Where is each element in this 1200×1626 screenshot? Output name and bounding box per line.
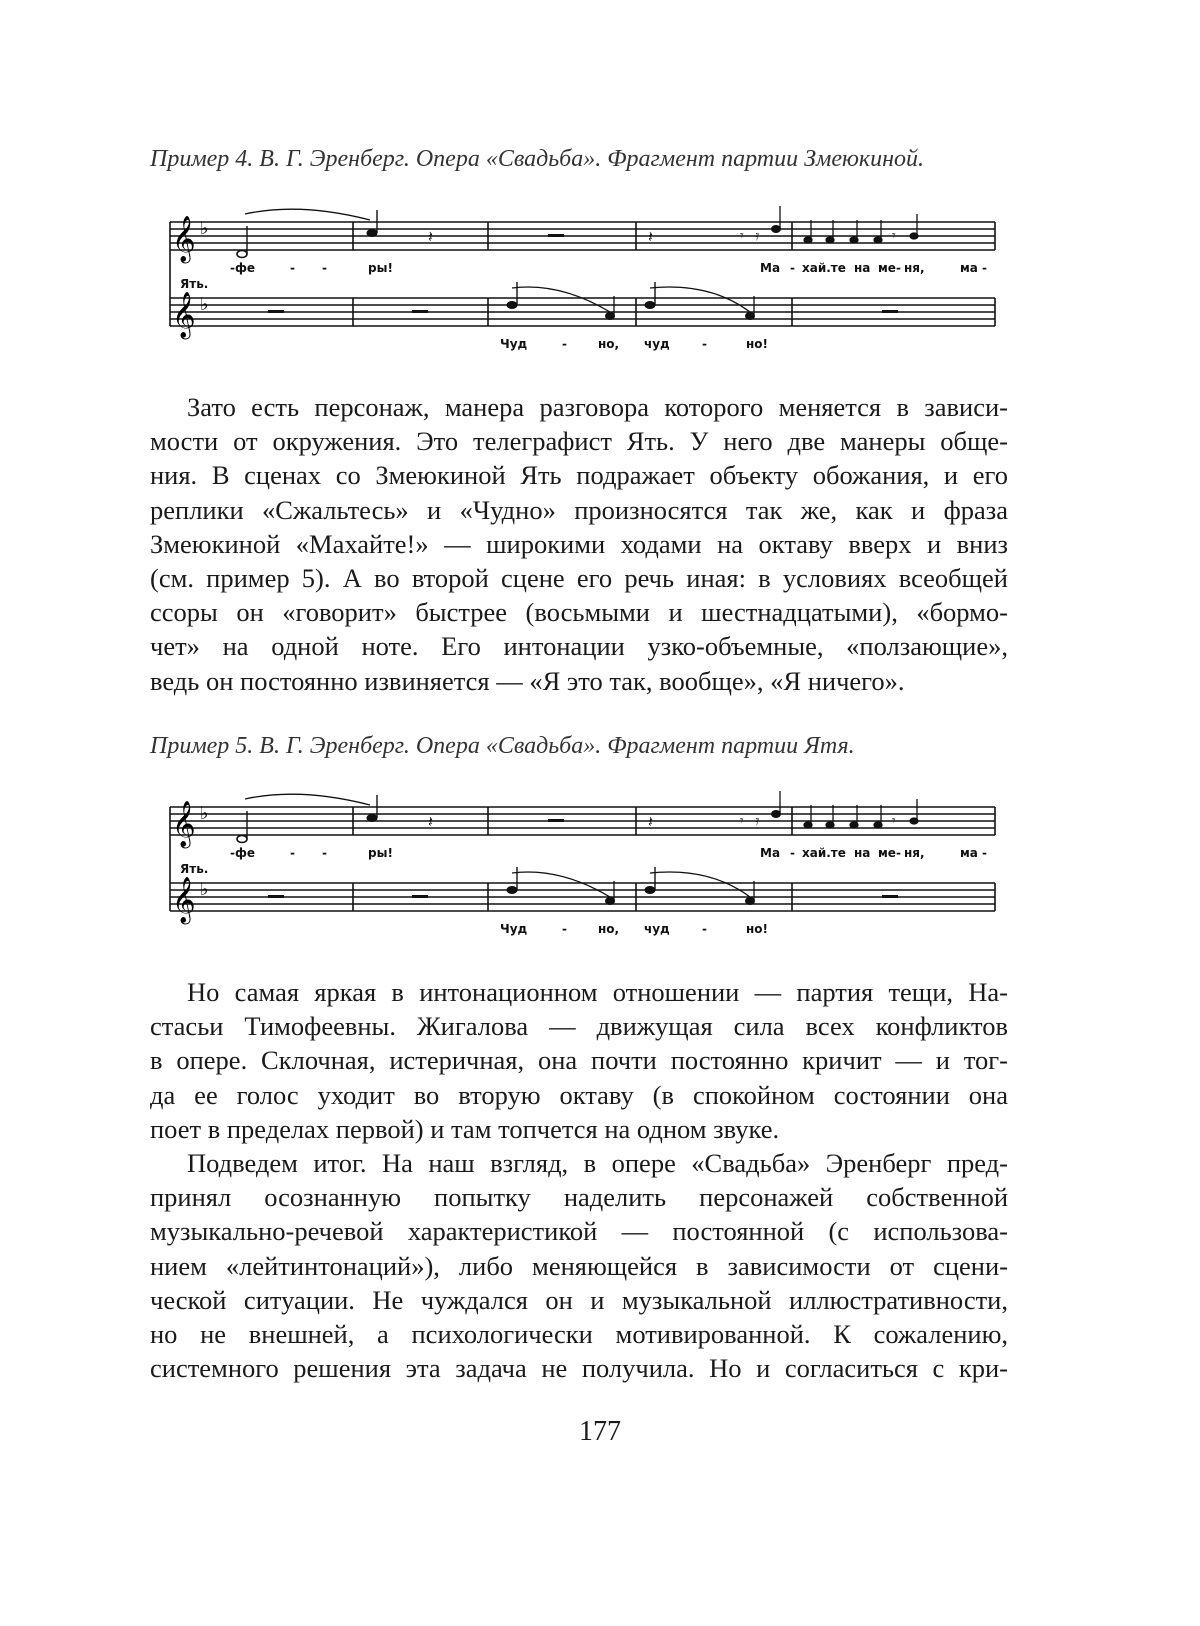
example-5-score — [150, 785, 1010, 970]
book-page — [0, 0, 1200, 1626]
staff-voice-2 — [170, 298, 995, 326]
svg-text:но,: но, — [598, 337, 619, 351]
svg-text:𝄾: 𝄾 — [740, 813, 744, 829]
svg-text:Чуд: Чуд — [500, 337, 528, 351]
svg-text:-фе: -фе — [230, 261, 255, 275]
svg-text:-: - — [896, 846, 901, 860]
svg-text:-: - — [790, 261, 795, 275]
svg-text:-: - — [562, 922, 567, 936]
svg-text:𝄿: 𝄿 — [755, 813, 760, 829]
svg-text:𝄽: 𝄽 — [428, 227, 433, 246]
svg-text:Ма: Ма — [760, 846, 780, 860]
svg-text:хай.те: хай.те — [802, 846, 846, 860]
example-4-caption: Пример 4. В. Г. Эренберг. Опера «Свадьба». Фрагмент партии Змеюкиной. — [150, 146, 1050, 173]
svg-text:на: на — [854, 261, 870, 275]
svg-text:ры!: ры! — [368, 261, 393, 275]
svg-text:хай.те: хай.те — [802, 261, 846, 275]
svg-text:чуд: чуд — [644, 922, 670, 936]
svg-text:ня,: ня, — [904, 261, 925, 275]
example-5-caption: Пример 5. В. Г. Эренберг. Опера «Свадьба». Фрагмент партии Ятя. — [150, 733, 1050, 760]
svg-text:-: - — [322, 846, 327, 860]
svg-text:ме: ме — [878, 261, 896, 275]
lyrics-voice-1 — [180, 261, 987, 291]
svg-text:𝄾: 𝄾 — [892, 813, 896, 829]
svg-text:-: - — [562, 337, 567, 351]
flat-key-signature-icon: ♭ — [200, 879, 209, 900]
treble-clef-icon: 𝄞 — [172, 801, 196, 849]
lyrics-voice-1 — [180, 846, 987, 876]
svg-text:на: на — [854, 846, 870, 860]
example-4-score — [150, 200, 1010, 385]
svg-text:ма: ма — [960, 261, 978, 275]
flat-key-signature-icon: ♭ — [200, 803, 209, 824]
svg-text:-: - — [702, 337, 707, 351]
svg-text:𝄽: 𝄽 — [648, 812, 653, 831]
svg-text:-: - — [896, 261, 901, 275]
staff-voice-1 — [170, 222, 995, 250]
svg-text:ры!: ры! — [368, 846, 393, 860]
treble-clef-icon: 𝄞 — [172, 292, 196, 340]
svg-text:-: - — [982, 261, 987, 275]
svg-text:𝄾: 𝄾 — [892, 228, 896, 244]
svg-text:Чуд: Чуд — [500, 922, 528, 936]
staff-voice-1 — [170, 807, 995, 835]
staff-voice-2 — [170, 883, 995, 911]
svg-text:Ма: Ма — [760, 261, 780, 275]
svg-text:ма: ма — [960, 846, 978, 860]
svg-text:но,: но, — [598, 922, 619, 936]
svg-text:-фе: -фе — [230, 846, 255, 860]
svg-text:-: - — [322, 261, 327, 275]
svg-text:𝄿: 𝄿 — [755, 228, 760, 244]
svg-text:-: - — [790, 846, 795, 860]
flat-key-signature-icon: ♭ — [200, 294, 209, 315]
treble-clef-icon: 𝄞 — [172, 877, 196, 925]
notes-voice-2 — [268, 867, 898, 905]
svg-text:-: - — [290, 846, 295, 860]
svg-text:-: - — [290, 261, 295, 275]
paragraph-3: Подведем итог. На наш взгляд, в опере «Свадьба» Эренберг пред- принял осознанную попытку наделить персонажей собственной музыкально-речевой характеристикой — постоянной (с использова- нием «лейтинтонаций»), либо меняющейся в зависимости от сцени- ческой ситуации. Не чуждался он и музыкальной иллюстративности, но не внешней, а психологически мотивированной. К сожалению, системного решения эта задача не получила. Но и согласиться с кри- — [150, 1146, 1008, 1385]
svg-text:𝄽: 𝄽 — [428, 812, 433, 831]
svg-text:ме: ме — [878, 846, 896, 860]
notes-voice-2 — [268, 282, 898, 320]
flat-key-signature-icon: ♭ — [200, 218, 209, 239]
svg-text:Ять.: Ять. — [180, 277, 208, 291]
svg-text:-: - — [982, 846, 987, 860]
svg-text:Ять.: Ять. — [180, 862, 208, 876]
lyrics-voice-2 — [500, 337, 768, 351]
svg-text:чуд: чуд — [644, 337, 670, 351]
svg-text:но!: но! — [746, 337, 768, 351]
page-number: 177 — [0, 1416, 1200, 1448]
svg-text:но!: но! — [746, 922, 768, 936]
treble-clef-icon: 𝄞 — [172, 216, 196, 264]
svg-text:𝄾: 𝄾 — [740, 228, 744, 244]
lyrics-voice-2 — [500, 922, 768, 936]
svg-text:ня,: ня, — [904, 846, 925, 860]
paragraph-1: Зато есть персонаж, манера разговора которого меняется в зависи- мости от окружения. Это телеграфист Ять. У него две манеры обще- ния. В сценах со Змеюкиной Ять подражает объекту обожания, и его реплики «Сжальтесь» и «Чудно» произносятся так же, как и фраза Змеюкиной «Махайте!» — широкими ходами на октаву вверх и вниз (см. пример 5). А во второй сцене его речь иная: в условиях всеобщей ссоры он «говорит» быстрее (восьмыми и шестнадцатыми), «бормо- чет» на одной ноте. Его интонации узко-объемные, «ползающие», ведь он постоянно извиняется — «Я это так, вообще», «Я ничего». — [150, 390, 1008, 698]
svg-text:𝄽: 𝄽 — [648, 227, 653, 246]
paragraph-2: Но самая яркая в интонационном отношении — партия тещи, На- стасьи Тимофеевны. Жигалова — движущая сила всех конфликтов в опере. Склочная, истеричная, она почти постоянно кричит — и тог- да ее голос уходит во вторую октаву (в спокойном состоянии она поет в пределах первой) и там топчется на одном звуке. — [150, 975, 1008, 1146]
svg-text:-: - — [702, 922, 707, 936]
